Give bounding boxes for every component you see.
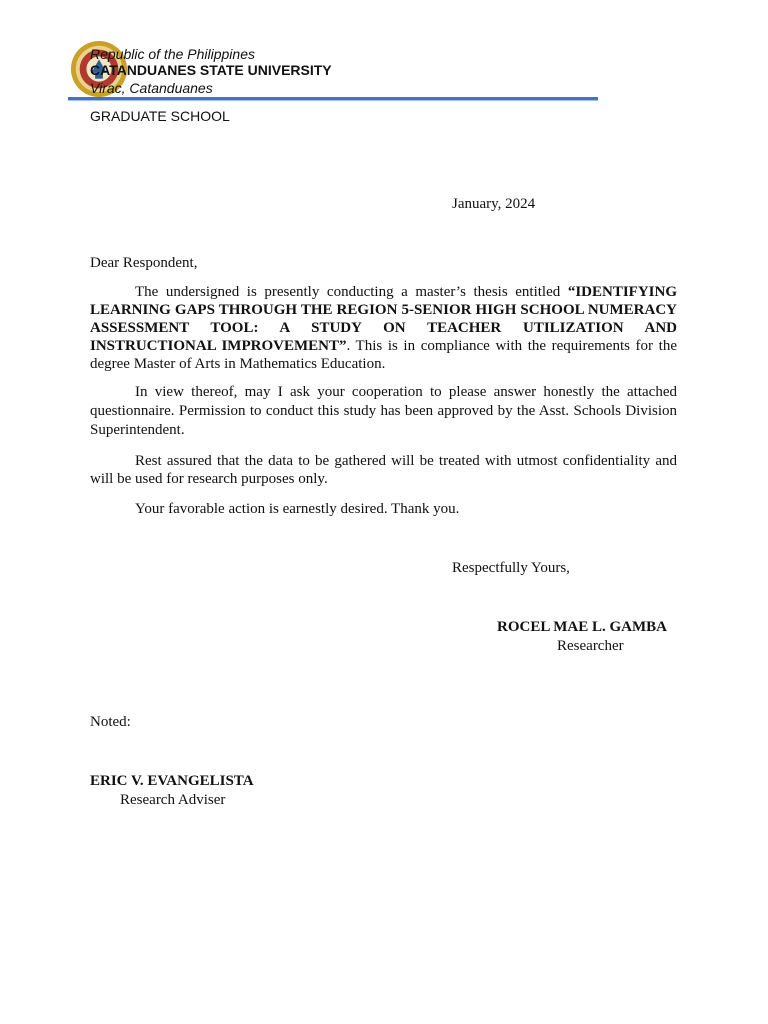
letter-salutation: Dear Respondent, bbox=[90, 255, 198, 271]
letter-paragraph-3: Rest assured that the data to be gathered will be treated with utmost confidentiality and will be used for research purposes only. bbox=[90, 453, 677, 487]
thesis-title: “IDENTIFYING LEARNING GAPS THROUGH THE REGION 5-SENIOR HIGH SCHOOL NUMERACY ASSESSMENT TOOL: A STUDY ON TEACHER UTILIZATION AND INSTRUCTIONAL IMPROVEMENT” bbox=[90, 284, 677, 354]
researcher-name: ROCEL MAE L. GAMBA bbox=[497, 619, 668, 635]
letter-paragraph-2: In view thereof, may I ask your cooperation to please answer honestly the attached questionnaire. Permission to conduct this study has been approved by the Asst. Schools Division Superintendent. bbox=[90, 384, 677, 438]
letter-closing: Respectfully Yours, bbox=[452, 560, 570, 576]
letter-date: January, 2024 bbox=[452, 196, 536, 212]
paragraph-1-tail: . This is in compliance with the requirements for the degree Master of Arts in Mathematics Education. bbox=[90, 338, 677, 372]
researcher-role: Researcher bbox=[557, 638, 624, 654]
paragraph-1-lead: The undersigned is presently conducting a master’s thesis entitled bbox=[135, 284, 568, 300]
letter-paragraph-1 bbox=[90, 283, 677, 373]
letterhead-republic: Republic of the Philippines bbox=[90, 46, 255, 62]
noted-label: Noted: bbox=[90, 714, 131, 730]
letterhead-university: CATANDUANES STATE UNIVERSITY bbox=[90, 62, 332, 78]
letterhead-school: GRADUATE SCHOOL bbox=[90, 108, 230, 124]
adviser-role: Research Adviser bbox=[120, 792, 226, 808]
letterhead-location: Virac, Catanduanes bbox=[90, 80, 213, 96]
letterhead-rule-thin bbox=[68, 100, 598, 101]
adviser-name: ERIC V. EVANGELISTA bbox=[90, 773, 254, 789]
letter-paragraph-4: Your favorable action is earnestly desired. Thank you. bbox=[135, 501, 460, 517]
